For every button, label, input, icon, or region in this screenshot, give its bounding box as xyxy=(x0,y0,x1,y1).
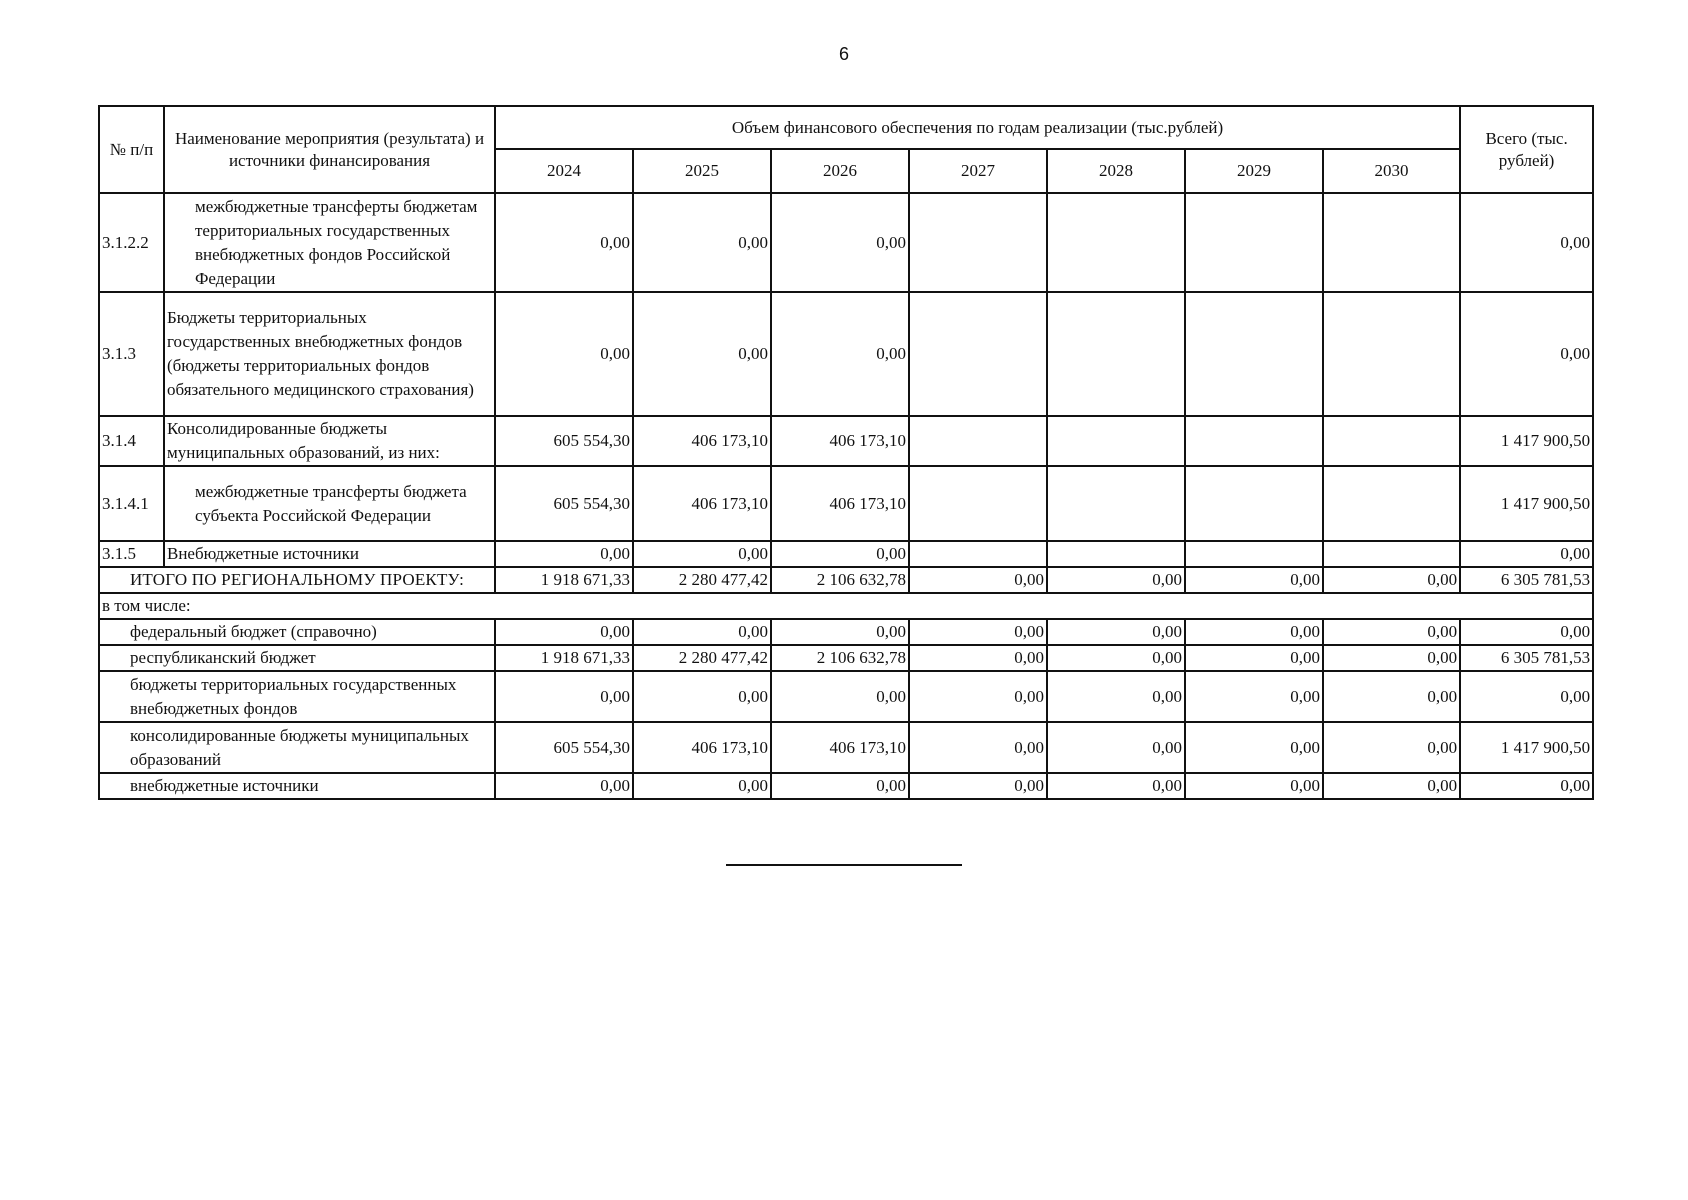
row-value: 0,00 xyxy=(495,619,633,645)
row-value: 0,00 xyxy=(909,645,1047,671)
row-value xyxy=(909,541,1047,567)
row-code: 3.1.4 xyxy=(99,416,164,466)
row-total: 1 417 900,50 xyxy=(1460,722,1593,773)
row-name: межбюджетные трансферты бюджетам территориальных государственных внебюджетных фондов Российской Федерации xyxy=(164,193,495,292)
table-row xyxy=(99,645,1593,671)
row-value xyxy=(1323,541,1460,567)
row-value xyxy=(1047,466,1185,541)
row-value: 0,00 xyxy=(1047,722,1185,773)
table-row xyxy=(99,773,1593,799)
total-value: 0,00 xyxy=(1185,567,1323,593)
row-total: 0,00 xyxy=(1460,671,1593,722)
including-label: в том числе: xyxy=(99,593,1593,619)
row-total: 1 417 900,50 xyxy=(1460,416,1593,466)
row-value: 1 918 671,33 xyxy=(495,645,633,671)
row-value: 0,00 xyxy=(1323,671,1460,722)
row-value xyxy=(1185,292,1323,416)
row-value: 0,00 xyxy=(633,193,771,292)
row-value: 0,00 xyxy=(771,541,909,567)
row-value: 2 280 477,42 xyxy=(633,645,771,671)
row-value xyxy=(1047,416,1185,466)
row-value: 0,00 xyxy=(495,671,633,722)
row-value: 0,00 xyxy=(495,773,633,799)
row-value xyxy=(1323,416,1460,466)
row-value: 406 173,10 xyxy=(771,466,909,541)
row-value: 0,00 xyxy=(495,193,633,292)
row-value: 0,00 xyxy=(495,292,633,416)
row-value: 0,00 xyxy=(1185,619,1323,645)
row-value: 0,00 xyxy=(633,541,771,567)
row-total: 6 305 781,53 xyxy=(1460,645,1593,671)
header-year: 2030 xyxy=(1323,149,1460,193)
row-value: 0,00 xyxy=(771,773,909,799)
total-row xyxy=(99,567,1593,593)
row-value: 0,00 xyxy=(1323,722,1460,773)
row-value xyxy=(909,292,1047,416)
row-value: 0,00 xyxy=(771,292,909,416)
row-value: 0,00 xyxy=(1323,773,1460,799)
row-value xyxy=(1185,193,1323,292)
total-value: 2 106 632,78 xyxy=(771,567,909,593)
row-value: 0,00 xyxy=(771,671,909,722)
row-value xyxy=(1323,292,1460,416)
row-value: 0,00 xyxy=(633,773,771,799)
row-value xyxy=(1047,541,1185,567)
header-year: 2028 xyxy=(1047,149,1185,193)
row-value: 0,00 xyxy=(909,671,1047,722)
row-value: 0,00 xyxy=(1047,619,1185,645)
row-value: 0,00 xyxy=(909,773,1047,799)
row-value: 406 173,10 xyxy=(633,466,771,541)
row-name: республиканский бюджет xyxy=(99,645,495,671)
row-value xyxy=(1323,466,1460,541)
including-row xyxy=(99,593,1593,619)
row-value: 0,00 xyxy=(1185,671,1323,722)
row-value: 0,00 xyxy=(1185,773,1323,799)
row-value xyxy=(1323,193,1460,292)
header-total: Всего (тыс. рублей) xyxy=(1460,106,1593,193)
row-value: 0,00 xyxy=(633,619,771,645)
row-name: федеральный бюджет (справочно) xyxy=(99,619,495,645)
row-value: 0,00 xyxy=(1047,671,1185,722)
row-code: 3.1.3 xyxy=(99,292,164,416)
row-value: 0,00 xyxy=(909,619,1047,645)
row-value: 406 173,10 xyxy=(633,722,771,773)
row-value xyxy=(1185,466,1323,541)
row-value: 0,00 xyxy=(1323,619,1460,645)
row-total: 1 417 900,50 xyxy=(1460,466,1593,541)
bottom-rule xyxy=(726,864,962,866)
row-total: 0,00 xyxy=(1460,619,1593,645)
table-row xyxy=(99,722,1593,773)
row-name: консолидированные бюджеты муниципальных образований xyxy=(99,722,495,773)
total-label: ИТОГО ПО РЕГИОНАЛЬНОМУ ПРОЕКТУ: xyxy=(99,567,495,593)
total-value: 0,00 xyxy=(1047,567,1185,593)
table-row xyxy=(99,292,1593,416)
header-year: 2029 xyxy=(1185,149,1323,193)
row-value xyxy=(1185,541,1323,567)
row-name: Бюджеты территориальных государственных внебюджетных фондов (бюджеты территориальных фондов обязательного медицинского страхования) xyxy=(164,292,495,416)
header-name: Наименование мероприятия (результата) и источники финансирования xyxy=(164,106,495,193)
row-value: 605 554,30 xyxy=(495,466,633,541)
page-number: 6 xyxy=(838,44,849,64)
row-total: 0,00 xyxy=(1460,193,1593,292)
table-row xyxy=(99,466,1593,541)
row-total: 0,00 xyxy=(1460,292,1593,416)
row-value xyxy=(1185,416,1323,466)
row-total: 0,00 xyxy=(1460,773,1593,799)
row-total: 0,00 xyxy=(1460,541,1593,567)
row-value: 605 554,30 xyxy=(495,416,633,466)
row-value: 0,00 xyxy=(495,541,633,567)
table-row xyxy=(99,416,1593,466)
row-code: 3.1.4.1 xyxy=(99,466,164,541)
table-row xyxy=(99,193,1593,292)
header-year: 2026 xyxy=(771,149,909,193)
row-value: 0,00 xyxy=(1323,645,1460,671)
total-value: 2 280 477,42 xyxy=(633,567,771,593)
total-value: 0,00 xyxy=(909,567,1047,593)
row-value: 2 106 632,78 xyxy=(771,645,909,671)
row-value: 406 173,10 xyxy=(771,722,909,773)
row-name: Консолидированные бюджеты муниципальных образований, из них: xyxy=(164,416,495,466)
header-year: 2024 xyxy=(495,149,633,193)
row-value xyxy=(909,416,1047,466)
row-value xyxy=(909,466,1047,541)
row-value: 0,00 xyxy=(909,722,1047,773)
header-year: 2027 xyxy=(909,149,1047,193)
row-value: 0,00 xyxy=(1047,773,1185,799)
table-row xyxy=(99,541,1593,567)
row-value: 0,00 xyxy=(633,671,771,722)
row-value: 406 173,10 xyxy=(633,416,771,466)
total-value: 0,00 xyxy=(1323,567,1460,593)
row-name: бюджеты территориальных государственных внебюджетных фондов xyxy=(99,671,495,722)
row-name: Внебюджетные источники xyxy=(164,541,495,567)
row-value xyxy=(1047,193,1185,292)
financing-table xyxy=(98,105,1594,800)
header-year: 2025 xyxy=(633,149,771,193)
row-value xyxy=(909,193,1047,292)
row-value: 0,00 xyxy=(1185,722,1323,773)
row-value: 406 173,10 xyxy=(771,416,909,466)
header-num: № п/п xyxy=(99,106,164,193)
row-value: 0,00 xyxy=(633,292,771,416)
row-code: 3.1.2.2 xyxy=(99,193,164,292)
row-value: 0,00 xyxy=(1185,645,1323,671)
total-sum: 6 305 781,53 xyxy=(1460,567,1593,593)
row-value: 0,00 xyxy=(771,619,909,645)
table-row xyxy=(99,671,1593,722)
row-value xyxy=(1047,292,1185,416)
row-value: 605 554,30 xyxy=(495,722,633,773)
row-name: внебюджетные источники xyxy=(99,773,495,799)
row-name: межбюджетные трансферты бюджета субъекта Российской Федерации xyxy=(164,466,495,541)
row-value: 0,00 xyxy=(771,193,909,292)
row-value: 0,00 xyxy=(1047,645,1185,671)
total-value: 1 918 671,33 xyxy=(495,567,633,593)
header-volume: Объем финансового обеспечения по годам реализации (тыс.рублей) xyxy=(495,106,1460,149)
table-row xyxy=(99,619,1593,645)
row-code: 3.1.5 xyxy=(99,541,164,567)
